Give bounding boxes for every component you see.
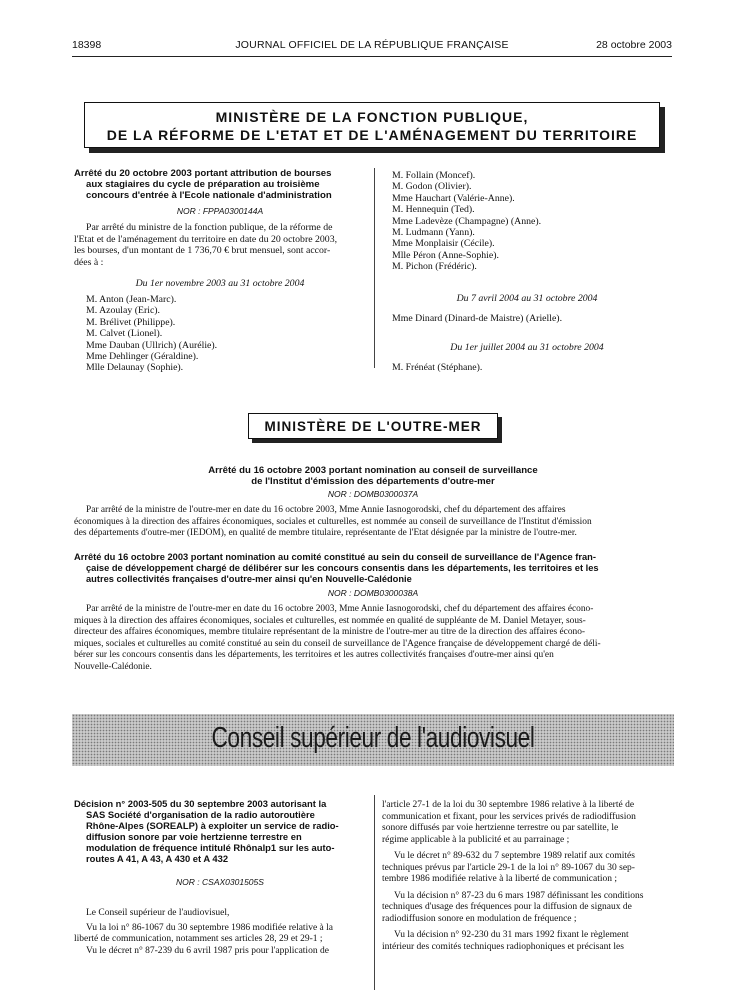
body-line: dées à :: [74, 256, 104, 268]
body-line: Vu le décret n° 87-239 du 6 avril 1987 pris pour l'application de: [86, 945, 329, 956]
body-line: Par arrêté de la ministre de l'outre-mer en date du 16 octobre 2003, Mme Annie Iasnogorodski, chef du département des affaires écono-: [86, 604, 594, 614]
list-item: Mme Dinard (Dinard-de Maistre) (Arielle).: [392, 313, 563, 324]
ministry-name-line2: DE LA RÉFORME DE L'ETAT ET DE L'AMÉNAGEMENT DU TERRITOIRE: [106, 127, 638, 143]
title-line: aux stagiaires du cycle de préparation au troisième: [86, 179, 320, 190]
body-line: bérer sur les concours consentis dans les départements, les territoires et les autres collectivités françaises d'outre-mer ainsi qu'en: [74, 650, 554, 660]
names-list-left: [86, 294, 217, 374]
body-line: intérieur des comités techniques radiophoniques et précisant les: [382, 941, 624, 952]
ministry-heading-box: [84, 102, 660, 148]
journal-title: JOURNAL OFFICIEL DE LA RÉPUBLIQUE FRANÇAISE: [235, 39, 509, 51]
box-frame: [84, 102, 660, 148]
body-line: Vu la loi n° 86-1067 du 30 septembre 1986 modifiée relative à la: [86, 922, 333, 933]
list-item: M. Pichon (Frédéric).: [392, 261, 477, 273]
title-line: autres collectivités françaises d'outre-mer ainsi qu'en Nouvelle-Calédonie: [86, 574, 412, 584]
title-line: modulation de fréquence intitulé Rhônalp1 sur les auto-: [86, 842, 335, 853]
ministry-heading-box: [248, 413, 498, 439]
body-line: Vu le décret n° 89-632 du 7 septembre 1989 relatif aux comités: [394, 851, 635, 861]
title-line: Arrêté du 20 octobre 2003 portant attribution de bourses: [74, 168, 332, 179]
arrete-body: [74, 505, 674, 540]
list-item: M. Brélivet (Philippe).: [86, 316, 176, 328]
title-line: de l'Institut d'émission des départements d'outre-mer: [251, 476, 495, 487]
list-item: M. Godon (Olivier).: [392, 181, 472, 193]
arrete-title: [74, 168, 366, 201]
body-line: techniques d'usage des fréquences pour la diffusion de signaux de: [382, 902, 632, 912]
list-item: Mme Dauban (Ullrich) (Aurélie).: [86, 339, 218, 351]
names-list-right: [392, 170, 541, 273]
arrete-title: [74, 552, 674, 585]
body-line: directeur des affaires économiques, membre titulaire représentant de la ministre de l'outre-mer au titre de la direction des affaires écono-: [74, 627, 586, 637]
column-divider: [374, 168, 375, 368]
list-item: Mme Hauchart (Valérie-Anne).: [392, 192, 515, 204]
list-item: Mlle Delaunay (Sophie).: [86, 362, 184, 374]
body-line: Par arrêté du ministre de la fonction publique, de la réforme de: [86, 222, 333, 233]
period-heading: Du 1er novembre 2003 au 31 octobre 2004: [135, 278, 305, 289]
list-item: M. Ludmann (Yann).: [392, 227, 475, 239]
issue-date: 28 octobre 2003: [596, 39, 672, 51]
list-item: M. Hennequin (Ted).: [392, 204, 475, 216]
arrete-title: [72, 465, 674, 487]
list-item: M. Anton (Jean-Marc).: [86, 294, 177, 305]
body-line: Vu la décision n° 92-230 du 31 mars 1992 fixant le règlement: [394, 930, 629, 940]
title-line: routes A 41, A 43, A 430 et A 432: [86, 853, 229, 864]
body-line: les bourses, d'un montant de 1 736,70 € brut mensuel, sont accor-: [74, 245, 331, 256]
body-line: radiodiffusion sonore en modulation de fréquence ;: [382, 913, 577, 924]
body-line: Par arrêté de la ministre de l'outre-mer en date du 16 octobre 2003, Mme Annie Iasnogorodski, chef du département des affaires: [86, 505, 566, 515]
list-item: M. Frénéat (Stéphane).: [392, 362, 483, 373]
nor-reference: [72, 489, 674, 499]
body-line: des départements d'outre-mer (IEDOM), en qualité de membre titulaire, représentante de l'Etat désignée par la ministre de l'outre-mer.: [74, 528, 577, 538]
nor-text: NOR : FPPA0300144A: [176, 206, 264, 216]
title-line: çaise de développement chargé de délibérer sur les concours consentis dans les départements, les territoires et les: [86, 563, 599, 573]
title-line: Rhône-Alpes (SOREALP) à exploiter un service de radio-: [86, 820, 339, 831]
body-line: liberté de communication, notamment ses articles 28, 29 et 29-1 ;: [74, 934, 323, 944]
title-line: SAS Société d'organisation de la radio autoroutière: [86, 809, 315, 820]
nor-text: NOR : CSAX0301505S: [176, 877, 264, 887]
body-line: miques, sociales et culturelles au comité constitué au sein du conseil de surveillance de l'Agence française de développement chargé de déli-: [74, 638, 601, 649]
list-item: Mme Dehlinger (Géraldine).: [86, 351, 199, 363]
nor-reference: [74, 206, 366, 216]
decision-body-right: [382, 800, 674, 953]
body-line: régime applicable à la publicité et au parrainage ;: [382, 834, 570, 845]
title-line: concours d'entrée à l'Ecole nationale d'administration: [86, 190, 332, 201]
title-line: Décision n° 2003-505 du 30 septembre 2003 autorisant la: [74, 798, 327, 809]
body-line: Vu la décision n° 87-23 du 6 mars 1987 définissant les conditions: [394, 890, 644, 901]
nor-reference: [72, 588, 674, 598]
csa-section-banner: [72, 714, 674, 766]
body-line: techniques prévus par l'article 29-1 de la loi n° 89-1067 du 30 sep-: [382, 862, 635, 873]
running-header: [72, 39, 672, 55]
arrete-body: [74, 222, 366, 268]
body-line: Nouvelle-Calédonie.: [74, 661, 152, 672]
title-line: diffusion sonore par voie hertzienne terrestre en: [86, 831, 302, 842]
decision-title: [74, 798, 366, 864]
section-title: Conseil supérieur de l'audiovisuel: [211, 722, 535, 754]
title-line: Arrêté du 16 octobre 2003 portant nomination au comité constitué au sein du conseil de surveillance de l'Agence fran-: [74, 552, 596, 562]
body-line: l'article 27-1 de la loi du 30 septembre 1986 relative à la liberté de: [382, 800, 635, 810]
page-number: 18398: [72, 39, 102, 51]
list-item: M. Calvet (Lionel).: [86, 328, 163, 340]
column-divider: [374, 795, 375, 990]
box-frame: [248, 413, 498, 439]
list-item: M. Azoulay (Eric).: [86, 305, 160, 317]
list-item: Mme Ladevèze (Champagne) (Anne).: [392, 215, 542, 227]
list-item: M. Follain (Moncef).: [392, 170, 476, 181]
body-line: Le Conseil supérieur de l'audiovisuel,: [86, 908, 230, 918]
title-line: Arrêté du 16 octobre 2003 portant nomination au conseil de surveillance: [208, 465, 538, 476]
decision-body-left: [74, 908, 366, 957]
nor-text: NOR : DOMB0300037A: [327, 489, 419, 499]
body-line: sonore diffusés par voie hertzienne terrestre ou par satellite, le: [382, 823, 619, 833]
nor-text: NOR : DOMB0300038A: [327, 588, 419, 598]
body-line: miques à la direction des affaires économiques, sociales et culturelles, est nommée en qualité de suppléante de M. Daniel Metayer, sous-: [74, 615, 586, 626]
body-line: tembre 1986 modifiée relative à la liberté de communication ;: [382, 874, 618, 884]
period-heading: Du 7 avril 2004 au 31 octobre 2004: [456, 293, 598, 304]
header-rule: [72, 56, 672, 57]
list-item: Mme Monplaisir (Cécile).: [392, 238, 495, 250]
period-heading: Du 1er juillet 2004 au 31 octobre 2004: [450, 342, 604, 353]
ministry-name-line1: MINISTÈRE DE LA FONCTION PUBLIQUE,: [215, 109, 529, 125]
arrete-body: [74, 604, 674, 673]
body-line: l'Etat et de l'aménagement du territoire en date du 20 octobre 2003,: [74, 233, 338, 245]
body-line: communication et fixant, pour les services privés de radiodiffusion: [382, 811, 636, 822]
ministry-name: MINISTÈRE DE L'OUTRE-MER: [264, 419, 482, 434]
body-line: économiques à la direction des affaires économiques, sociales et culturelles, est nommée au conseil de surveillance de l'Institut d'émission: [74, 516, 592, 527]
list-item: Mlle Péron (Anne-Sophie).: [392, 249, 499, 261]
nor-reference: [74, 877, 366, 887]
